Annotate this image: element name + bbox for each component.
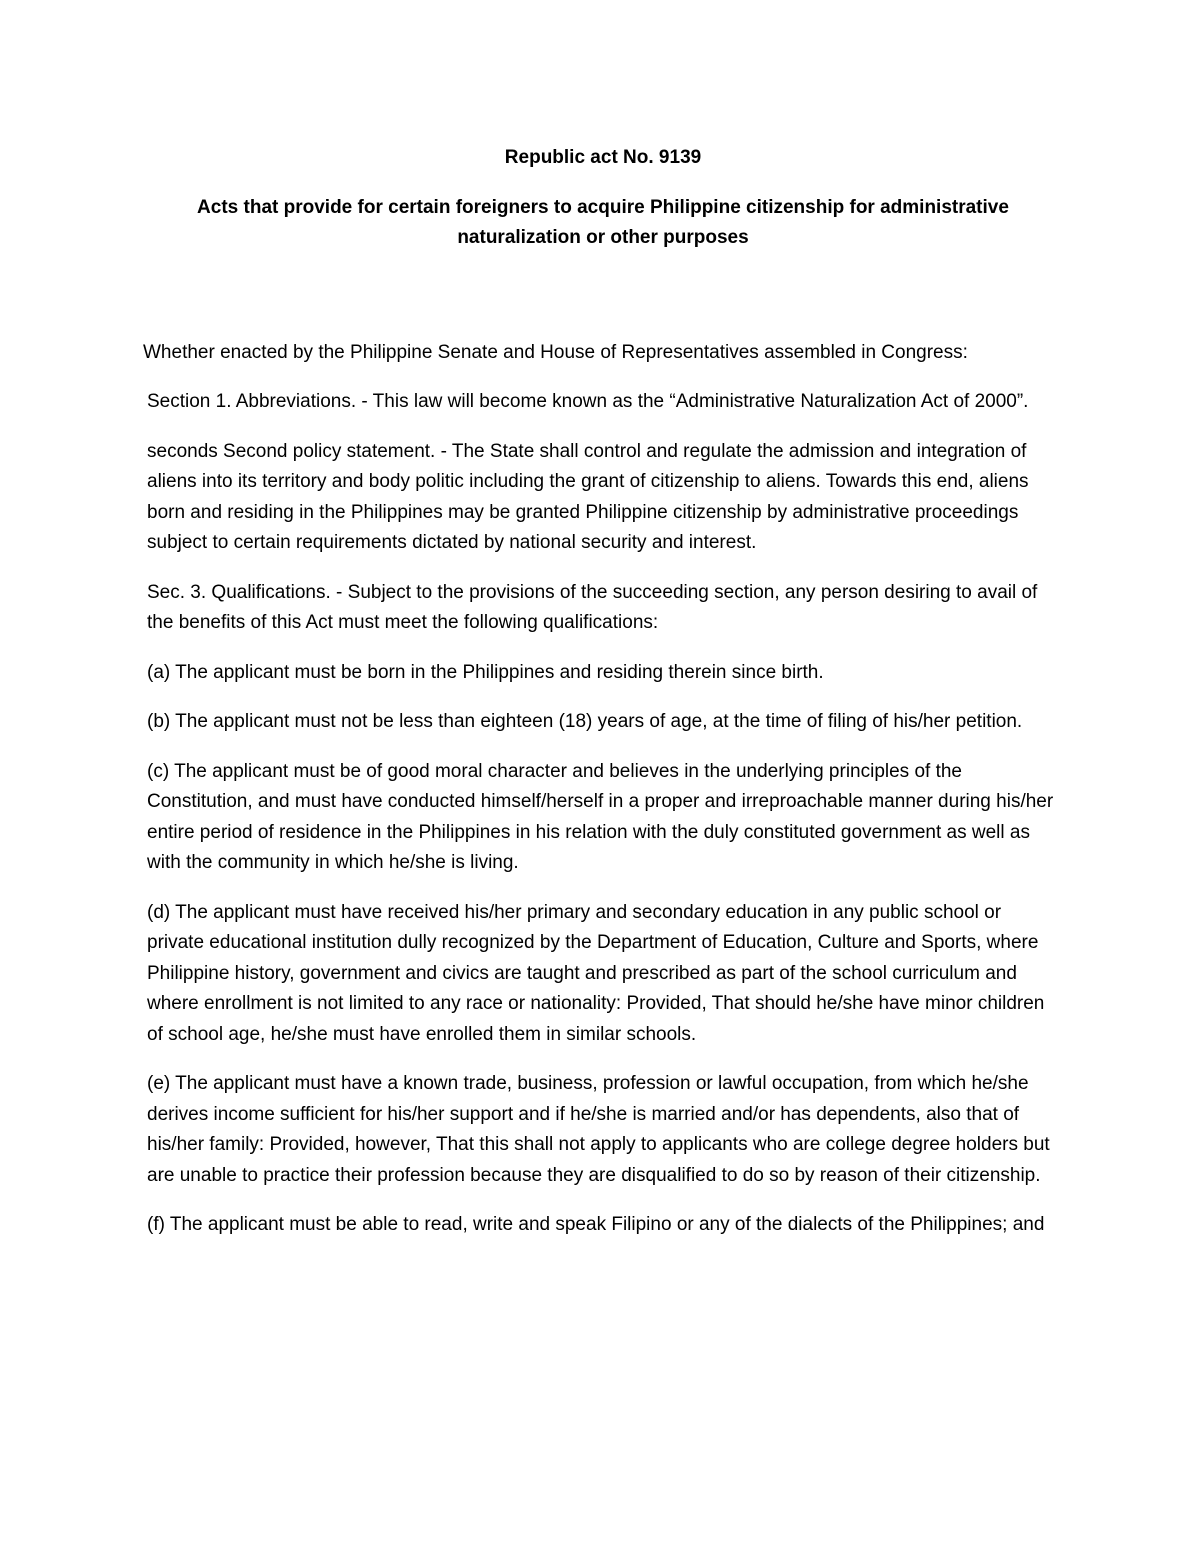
document-title: Republic act No. 9139 (504, 147, 702, 168)
qualification-c: (c) The applicant must be of good moral character and believes in the underlying principles of the Constitution, and must have conducted himself/herself in a proper and irreproachable manner during his/her entire period of residence in the Philippines in his relation with the duly constituted government as well as with the community in which he/she is living. (147, 760, 1054, 873)
section-2-paragraph: seconds Second policy statement. - The State shall control and regulate the admission and integration of aliens into its territory and body politic including the grant of citizenship to aliens. Towards this end, aliens born and residing in the Philippines may be granted Philippine citizenship by administrative proceedings subject to certain requirements dictated by national security and interest. (147, 440, 1029, 553)
qualification-f: (f) The applicant must be able to read, write and speak Filipino or any of the dialects of the Philippines; and (147, 1214, 1045, 1235)
document-body (143, 143, 1063, 1260)
section-3-paragraph: Sec. 3. Qualifications. - Subject to the provisions of the succeeding section, any person desiring to avail of the benefits of this Act must meet the following qualifications: (147, 581, 1038, 633)
qualification-a: (a) The applicant must be born in the Philippines and residing therein since birth. (147, 661, 824, 683)
enacting-clause: Whether enacted by the Philippine Senate and House of Representatives assembled in Congress: (143, 341, 968, 363)
qualification-b: (b) The applicant must not be less than eighteen (18) years of age, at the time of filing of his/her petition. (147, 711, 1023, 732)
qualification-d: (d) The applicant must have received his/her primary and secondary education in any public school or private educational institution dully recognized by the Department of Education, Culture and Sports, where Philippine history, government and civics are taught and prescribed as part of the school curriculum and where enrollment is not limited to any race or nationality: Provided, That should he/she have minor children of school age, he/she must have enrolled them in similar schools. (147, 901, 1045, 1045)
document-subtitle: Acts that provide for certain foreigners to acquire Philippine citizenship for administrative naturalization or other purposes (197, 196, 1009, 248)
section-1-paragraph: Section 1. Abbreviations. - This law will become known as the “Administrative Naturalization Act of 2000”. (147, 391, 1029, 412)
qualification-e: (e) The applicant must have a known trade, business, profession or lawful occupation, from which he/she derives income sufficient for his/her support and if he/she is married and/or has dependents, also that of his/her family: Provided, however, That this shall not apply to applicants who are college degree holders but are unable to practice their profession because they are disqualified to do so by reason of their citizenship. (147, 1073, 1050, 1186)
